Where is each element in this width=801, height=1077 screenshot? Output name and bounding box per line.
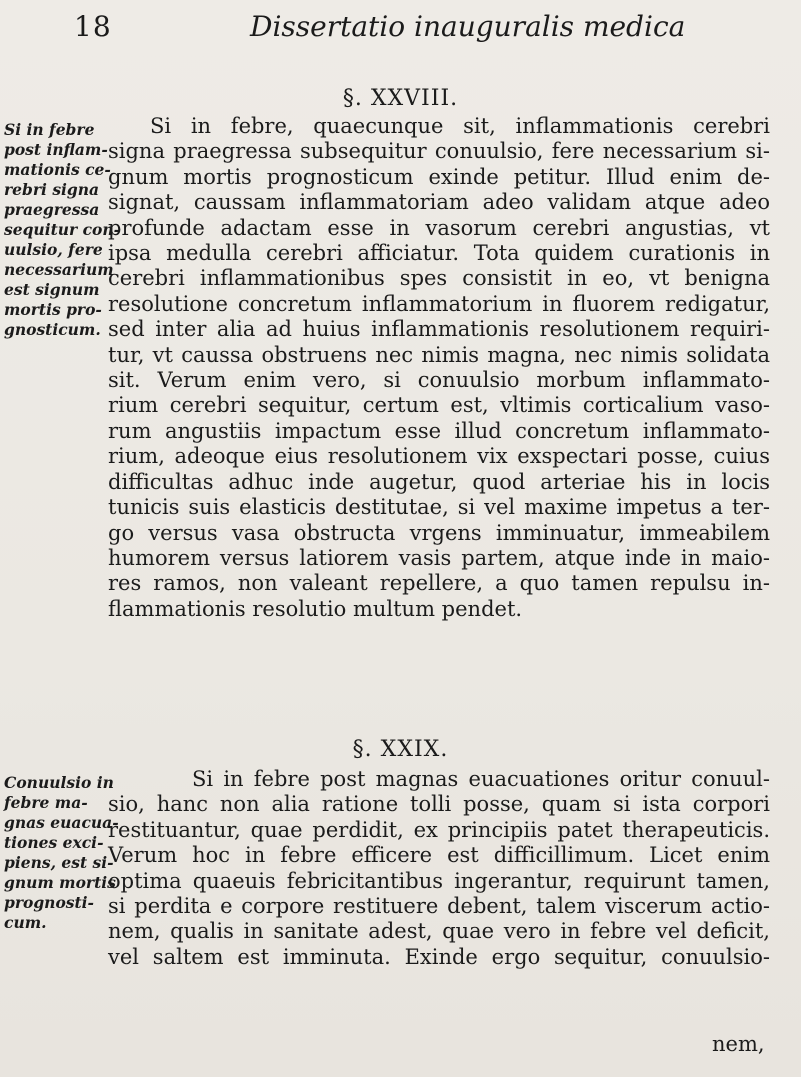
text-line: si perdita e corpore restituere debent, talem viscerum actio- [108,894,770,919]
margin-note-line: mationis ce- [4,160,111,179]
margin-note [4,120,121,340]
page-header [60,0,760,70]
margin-note-line: est signum [4,280,100,299]
text-line: profunde adactam esse in vasorum cerebri angustias, vt [108,215,770,240]
text-line: tur, vt caussa obstruens nec nimis magna, nec nimis solidata [108,342,770,367]
margin-note-line: Si in febre [4,120,95,139]
catchword: nem, [712,1032,765,1056]
section-body-text [108,114,770,622]
text-line: tunicis suis elasticis destitutae, si vel maxime impetus a ter- [108,495,770,520]
text-line: nem, qualis in sanitate adest, quae vero in febre vel deficit, [108,919,770,944]
margin-note-line: Conuulsio in [4,773,114,792]
text-line: sit. Verum enim vero, si conuulsio morbum inflammato- [108,368,770,393]
running-title: Dissertatio inauguralis medica [250,10,686,43]
margin-note-line: uulsio, fere [4,240,103,259]
text-line: Verum hoc in febre efficere est difficillimum. Licet enim [108,843,770,868]
margin-note-line: gnosticum. [4,320,101,339]
text-line: rium cerebri sequitur, certum est, vltimis corticalium vaso- [108,393,770,418]
margin-note-line: cum. [4,913,47,932]
text-line: restituantur, quae perdidit, ex principiis patet therapeuticis. [108,817,770,842]
margin-note-line: piens, est si- [4,853,114,872]
section-heading: §. XXVIII. [342,86,459,111]
margin-note-line: mortis pro- [4,300,102,319]
margin-note-line: praegressa [4,200,100,219]
margin-note [4,773,119,933]
text-line: go versus vasa obstructa vrgens imminuatur, immeabilem [108,520,770,545]
text-line: difficultas adhuc inde augetur, quod arteriae his in locis [108,469,770,494]
text-line: res ramos, non valeant repellere, a quo tamen repulsu in- [108,571,770,596]
text-line: optima quaeuis febricitantibus ingerantur, requirunt tamen, [108,868,770,893]
text-line: humorem versus latiorem vasis partem, atque inde in maio- [108,545,770,570]
margin-note-line: tiones exci- [4,833,104,852]
text-line: cerebri inflammationibus spes consistit in eo, vt benigna [108,266,770,291]
margin-note-line: post inflam- [4,140,108,159]
margin-note-line: gnas euacua- [4,813,119,832]
margin-note-line: rebri signa [4,180,100,199]
text-line: resolutione concretum inflammatorium in fluorem redigatur, [108,291,770,316]
text-line: ipsa medulla cerebri afficiatur. Tota quidem curationis in [108,241,770,266]
text-line: rium, adeoque eius resolutionem vix exspectari posse, cuius [108,444,770,469]
text-line: gnum mortis prognosticum exinde petitur. Illud enim de- [108,164,770,189]
margin-note-line: febre ma- [4,793,88,812]
page-number: 18 [74,10,112,43]
section-heading: §. XXIX. [352,737,449,762]
text-line: vel saltem est imminuta. Exinde ergo sequitur, conuulsio- [108,944,770,969]
margin-note-line: sequitur con- [4,220,121,239]
text-line: sio, hanc non alia ratione tolli posse, quam si ista corpori [108,792,770,817]
text-line: Si in febre post magnas euacuationes oritur conuul- [192,767,770,791]
text-line: flammationis resolutio multum pendet. [108,596,523,621]
text-line: signa praegressa subsequitur conuulsio, fere necessarium si- [108,139,770,164]
section-body-text [108,767,770,970]
margin-note-line: prognosti- [4,893,94,912]
margin-note-line: necessarium [4,260,114,279]
text-line: signat, caussam inflammatoriam adeo validam atque adeo [108,190,770,215]
text-line: rum angustiis impactum esse illud concretum inflammato- [108,418,770,443]
margin-note-line: gnum mortis [4,873,116,892]
text-line: Si in febre, quaecunque sit, inflammationis cerebri [150,114,770,138]
text-line: sed inter alia ad huius inflammationis resolutionem requiri- [108,317,770,342]
